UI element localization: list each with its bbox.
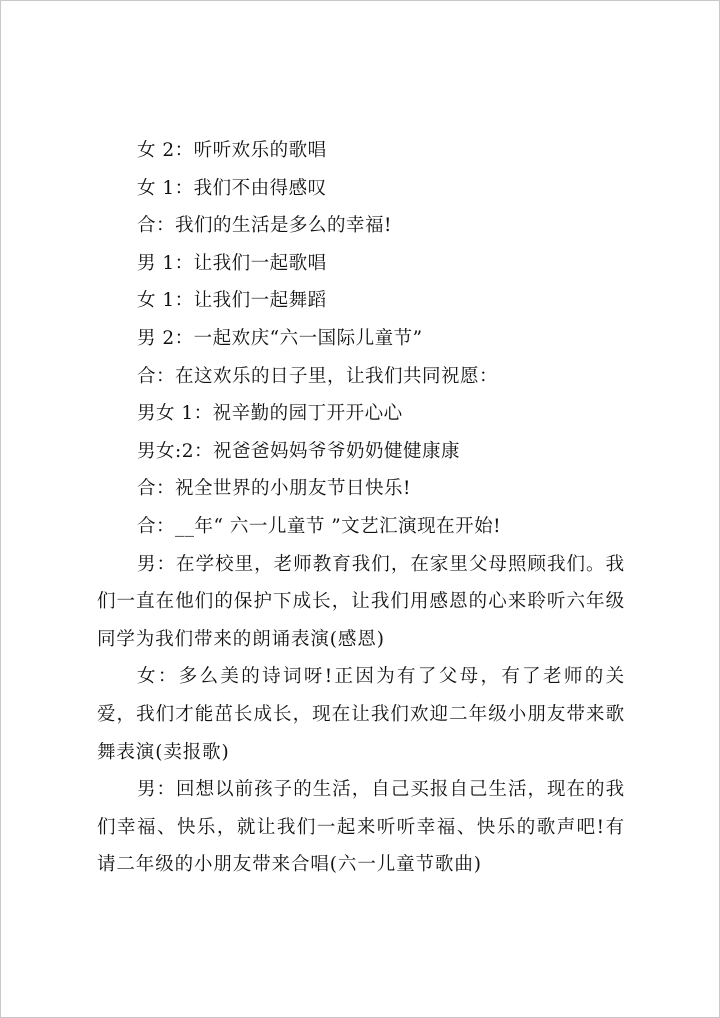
script-line: 合：祝全世界的小朋友节日快乐!	[137, 478, 411, 500]
script-line: 女 2：听听欢乐的歌唱	[137, 140, 327, 161]
script-line: 女 1：我们不由得感叹	[137, 177, 327, 199]
script-line: 男女 1：祝辛勤的园丁开开心心	[137, 403, 403, 425]
script-paragraph: 男：回想以前孩子的生活，自己买报自己生活，现在的我们幸福、快乐，就让我们一起来听听幸福、快乐的歌声吧!有请二年级的小朋友带来合唱(六一儿童节歌曲)	[97, 779, 625, 876]
script-line: 合：在这欢乐的日子里，让我们共同祝愿：	[137, 365, 499, 387]
script-line: 男女:2：祝爸爸妈妈爷爷奶奶健健康康	[137, 440, 461, 462]
script-paragraph: 女：多么美的诗词呀!正因为有了父母，有了老师的关爱，我们才能茁长成长，现在让我们欢迎二年级小朋友带来歌舞表演(卖报歌)	[97, 666, 625, 763]
script-line: 合：__年“ 六一儿童节 ”文艺汇演现在开始!	[137, 515, 502, 537]
script-line: 合：我们的生活是多么的幸福!	[137, 215, 392, 237]
script-paragraph: 男：在学校里，老师教育我们，在家里父母照顾我们。我们一直在他们的保护下成长，让我们用感恩的心来聆听六年级同学为我们带来的朗诵表演(感恩)	[97, 553, 625, 650]
script-line: 男 1：让我们一起歌唱	[137, 252, 327, 274]
document-body	[97, 132, 625, 884]
script-line: 女 1：让我们一起舞蹈	[137, 290, 327, 312]
script-line: 男 2：一起欢庆“六一国际儿童节”	[137, 327, 423, 349]
